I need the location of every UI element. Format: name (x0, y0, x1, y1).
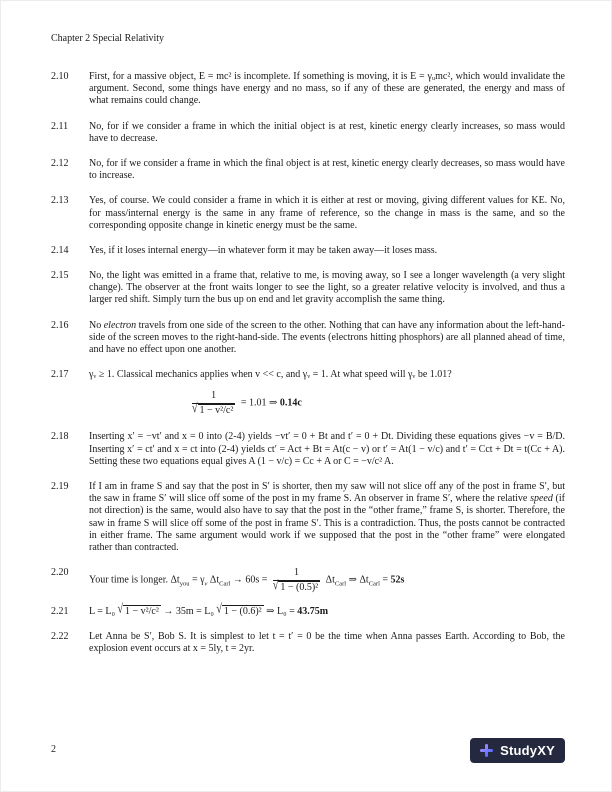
solution-item-2-15 (51, 270, 565, 307)
solution-text (89, 270, 565, 307)
square-root (272, 578, 320, 593)
paragraph-text: (if not direction) is the same, would also have to say that the post in the “other frame,” frame S, is shorter. Therefore, the saw in frame S will slice off some of the post in frame S′. This is a contradiction. Thus, the posts cannot be contracted in either frame. The same argument would work if we supposed that the post in the “other frame” were elongated rather than contracted. (89, 493, 565, 553)
problem-number: 2.15 (51, 270, 69, 282)
radicand: 1 − v²/c² (124, 606, 159, 618)
paragraph-text: Yes, of course. We could consider a frame in which it is either at rest or moving, giving different values for KE. No, for mass/internal energy is the same in any frame of reference, so the change in mass is the same, and so the corresponding opposite change in kinetic energy must be the same. (89, 195, 565, 231)
radicand: 1 − (0.5)² (280, 581, 319, 593)
radical-sign: √ (272, 578, 279, 593)
radical-sign: √ (117, 602, 123, 617)
formula-text: = γ (189, 574, 205, 586)
fraction-numerator: 1 (273, 567, 320, 581)
radicand: 1 − v²/c² (199, 404, 234, 416)
logo-study: Study (500, 743, 538, 758)
solution-item-2-22 (51, 631, 565, 655)
solution-text (89, 71, 565, 108)
subscript: Carl (368, 580, 380, 588)
page-header: Chapter 2 Special Relativity (51, 33, 165, 44)
solution-item-2-13 (51, 195, 565, 232)
solution-item-2-18 (51, 431, 565, 468)
formula-text: = 1.01 ⇒ (238, 397, 280, 409)
problem-number: 2.14 (51, 244, 69, 256)
paragraph-text: γᵥ ≥ 1. Classical mechanics applies when v << c, and γᵥ = 1. At what speed will γᵥ be 1.01? (89, 369, 452, 381)
formula-text: → 60s = (230, 574, 270, 586)
problem-number: 2.19 (51, 480, 69, 492)
paragraph-text: No, for if we consider a frame in which the final object is at rest, kinetic energy clearly decreases, so mass would have to increase. (89, 157, 565, 182)
formula-2-17 (89, 390, 565, 416)
solution-item-2-14 (51, 245, 565, 257)
formula-text: → 35m = L₀ (160, 606, 217, 618)
fraction (192, 390, 235, 416)
problem-number: 2.21 (51, 606, 69, 618)
radical-sign: √ (216, 602, 222, 617)
paragraph-text: No (89, 319, 104, 331)
formula-result: 43.75m (297, 606, 329, 618)
solution-text (89, 195, 565, 232)
solution-item-2-12 (51, 158, 565, 182)
problem-number: 2.20 (51, 567, 69, 579)
square-root (117, 602, 160, 618)
paragraph-text: No, for if we consider a frame in which the initial object is at rest, kinetic energy clearly increases, so mass would have to decrease. (89, 120, 565, 144)
plus-icon (480, 744, 493, 757)
solution-text (89, 481, 565, 554)
square-root (192, 401, 235, 416)
formula-text: L = L₀ (89, 606, 118, 618)
solution-text (89, 320, 565, 357)
studyxy-logo (470, 738, 565, 763)
solution-text (89, 631, 565, 655)
solution-text (89, 431, 565, 468)
solution-formula (89, 602, 565, 618)
problem-number: 2.18 (51, 431, 69, 443)
solution-item-2-11 (51, 121, 565, 145)
radicand: 1 − (0.6)² (223, 606, 262, 618)
solution-item-2-21 (51, 602, 565, 618)
paragraph-text: If I am in frame S and say that the post in S′ is shorter, then my saw will not slice off any of the post in frame S′, but the saw in frame S′ will slice off some of the post in my frame S. An observer in frame S′, where the relative (89, 480, 565, 505)
fraction-numerator: 1 (192, 390, 235, 404)
fraction-denominator (192, 401, 235, 417)
problem-number: 2.16 (51, 319, 69, 331)
formula-text: = (379, 574, 391, 586)
solution-text (89, 369, 565, 418)
formula-text: Δt (323, 574, 335, 586)
page-number: 2 (51, 744, 56, 755)
formula-text: ⇒ Δt (346, 574, 369, 586)
problem-number: 2.11 (51, 120, 69, 132)
solutions-list (51, 71, 565, 669)
solution-text (89, 121, 565, 145)
subscript: you (179, 580, 190, 588)
paragraph-text: travels from one side of the screen to the other. Nothing that can have any information about the left-hand-side of the screen moves to the right-hand-side. The events (electrons hitting phosphors) are all planned ahead of time, and have no effect upon one another. (89, 319, 565, 355)
problem-number: 2.17 (51, 369, 69, 381)
solution-text (89, 245, 565, 257)
fraction (273, 567, 320, 593)
paragraph-text: Yes, if it loses internal energy—in whatever form it may be taken away—it loses mass. (89, 244, 438, 256)
fraction-denominator (272, 578, 320, 594)
problem-number: 2.12 (51, 157, 69, 169)
logo-text (500, 743, 555, 758)
paragraph-text: No, the light was emitted in a frame that, relative to me, is moving away, so I see a longer wavelength (a very slight change). The observer at the front waits longer to see the light, so a greater relative velocity is involved, and thus a larger red shift. Simply turn the bus up on end and let gravity accomplish the same thing. (89, 270, 565, 306)
emphasized-word: speed (530, 493, 553, 505)
logo-xy: XY (537, 743, 555, 758)
subscript: Carl (334, 580, 347, 588)
formula-text: Δt (207, 574, 220, 586)
solution-item-2-19 (51, 481, 565, 554)
solution-item-2-16 (51, 320, 565, 357)
problem-number: 2.22 (51, 631, 69, 643)
problem-number: 2.13 (51, 195, 69, 207)
solution-formula (89, 567, 565, 593)
formula-text: Your time is longer. Δt (89, 574, 180, 586)
solution-item-2-10 (51, 71, 565, 108)
solution-item-2-20 (51, 567, 565, 593)
subscript: Carl (219, 580, 231, 588)
subscript: v (204, 580, 208, 588)
formula-text: ⇒ L₀ = (263, 606, 298, 618)
formula-result: 52s (390, 574, 405, 586)
paragraph-text: Inserting x′ = −vt′ and x = 0 into (2-4) yields −vt′ = 0 + Bt and t′ = 0 + Dt. Dividing these equations gives −v = B/D. Inserting x′ = ct′ and x = ct into (2-4) yields ct′ = Act + Bt = At(c − v) or t′ = At(1 − v/c) and t′ = Cct + Dt = t(Cc + A). Setting these two equations equal gives A (1 − v/c) = Cc + A or C = −v/c² A. (89, 431, 565, 467)
square-root (216, 602, 263, 618)
paragraph-text: First, for a massive object, E = mc² is incomplete. If something is moving, it is E = γᵤmc², which would invalidate the argument. Second, some things have energy and no mass, so if any of these are generated, the energy and mass of what remains could change. (89, 71, 565, 107)
radical-sign: √ (192, 401, 198, 416)
solution-text (89, 158, 565, 182)
formula-result: 0.14c (279, 397, 302, 409)
solution-item-2-17 (51, 369, 565, 418)
problem-number: 2.10 (51, 71, 69, 82)
paragraph-text: Let Anna be S′, Bob S. It is simplest to let t = t′ = 0 be the time when Anna passes Earth. According to Bob, the explosion event occurs at x = 5ly, t = 2yr. (89, 631, 565, 655)
emphasized-word: electron (103, 319, 137, 331)
